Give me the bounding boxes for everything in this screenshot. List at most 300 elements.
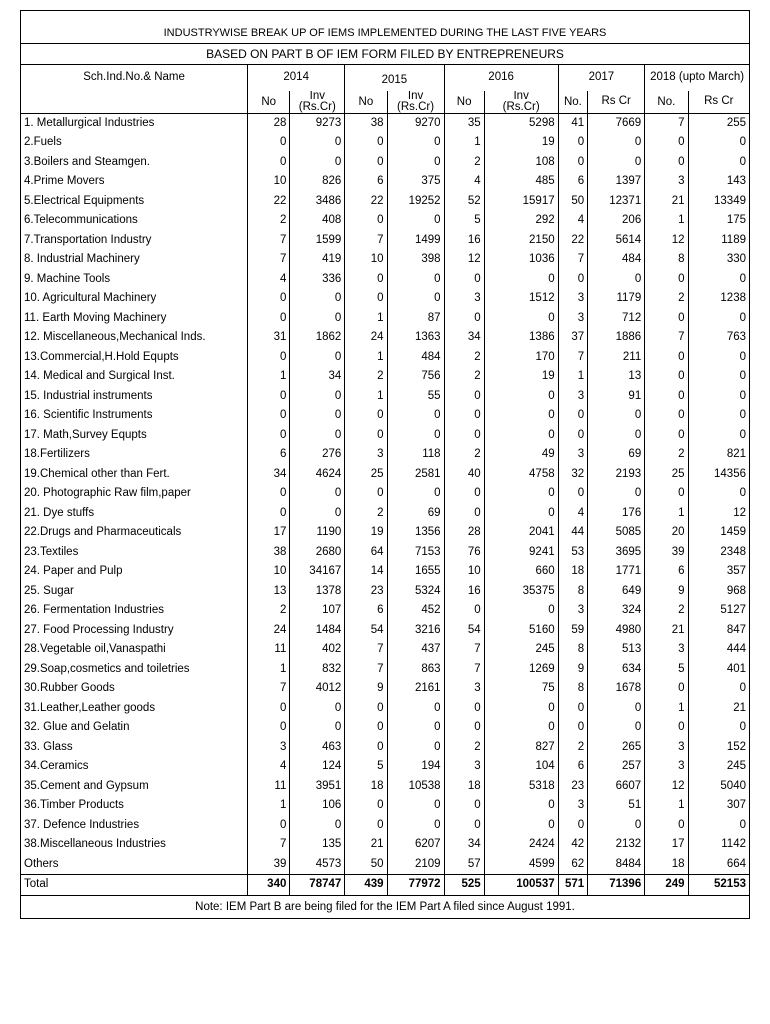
cell-count: 2 [248,601,290,621]
cell-investment: 402 [290,640,345,660]
cell-investment: 0 [290,406,345,426]
cell-count: 11 [248,640,290,660]
report-subtitle: BASED ON PART B OF IEM FORM FILED BY ENTREPRENEURS [21,44,750,65]
cell-investment: 444 [688,640,749,660]
cell-count: 340 [248,875,290,896]
cell-investment: 5040 [688,777,749,797]
note-row [21,895,750,918]
cell-investment: 14356 [688,465,749,485]
cell-count: 23 [345,582,387,602]
cell-investment: 35375 [484,582,558,602]
cell-investment: 821 [688,445,749,465]
cell-investment: 0 [688,153,749,173]
cell-investment: 3695 [588,543,645,563]
cell-investment: 6607 [588,777,645,797]
cell-count: 6 [248,445,290,465]
cell-count: 2 [444,738,484,758]
cell-count: 0 [248,133,290,153]
cell-count: 0 [345,406,387,426]
cell-investment: 1397 [588,172,645,192]
cell-investment: 0 [588,153,645,173]
cell-investment: 292 [484,211,558,231]
cell-investment: 9270 [387,113,444,133]
cell-investment: 1771 [588,562,645,582]
table-row [21,289,750,309]
cell-investment: 55 [387,387,444,407]
cell-investment: 2161 [387,679,444,699]
cell-investment: 206 [588,211,645,231]
cell-count: 0 [248,348,290,368]
cell-count: 9 [558,660,588,680]
cell-count: 54 [345,621,387,641]
cell-count: 0 [444,699,484,719]
cell-investment: 34167 [290,562,345,582]
cell-investment: 152 [688,738,749,758]
row-name: 32. Glue and Gelatin [21,718,248,738]
cell-investment: 257 [588,757,645,777]
cell-investment: 69 [588,445,645,465]
cell-count: 4 [444,172,484,192]
cell-count: 1 [248,796,290,816]
cell-investment: 12371 [588,192,645,212]
cell-count: 7 [558,348,588,368]
cell-investment: 1363 [387,328,444,348]
cell-count: 0 [444,426,484,446]
cell-count: 0 [248,289,290,309]
cell-count: 3 [558,289,588,309]
cell-count: 0 [248,309,290,329]
cell-count: 3 [645,738,688,758]
table-row [21,523,750,543]
table-row [21,543,750,563]
table-row [21,504,750,524]
cell-count: 42 [558,835,588,855]
cell-count: 8 [558,640,588,660]
cell-count: 0 [248,426,290,446]
cell-count: 53 [558,543,588,563]
cell-investment: 660 [484,562,558,582]
cell-count: 0 [444,270,484,290]
cell-count: 24 [248,621,290,641]
cell-count: 28 [248,113,290,133]
cell-investment: 4758 [484,465,558,485]
cell-investment: 0 [290,426,345,446]
inv-unit: (Rs.Cr) [298,100,336,113]
cell-investment: 12 [688,504,749,524]
cell-investment: 69 [387,504,444,524]
cell-investment: 3486 [290,192,345,212]
cell-investment: 0 [484,796,558,816]
table-row [21,796,750,816]
table-row [21,484,750,504]
table-row [21,465,750,485]
cell-investment: 5127 [688,601,749,621]
cell-count: 0 [645,426,688,446]
cell-investment: 0 [484,816,558,836]
header-year-2016: 2016 [444,65,558,91]
inv-unit: (Rs.Cr) [502,100,540,113]
cell-count: 525 [444,875,484,896]
row-name: Others [21,855,248,875]
cell-investment: 124 [290,757,345,777]
cell-investment: 4624 [290,465,345,485]
cell-investment: 51 [588,796,645,816]
cell-investment: 827 [484,738,558,758]
cell-investment: 826 [290,172,345,192]
cell-investment: 75 [484,679,558,699]
cell-count: 38 [248,543,290,563]
cell-investment: 375 [387,172,444,192]
cell-investment: 1190 [290,523,345,543]
cell-count: 54 [444,621,484,641]
cell-investment: 649 [588,582,645,602]
row-name: 31.Leather,Leather goods [21,699,248,719]
table-row [21,679,750,699]
cell-investment: 2150 [484,231,558,251]
row-name: 27. Food Processing Industry [21,621,248,641]
cell-count: 40 [444,465,484,485]
cell-investment: 307 [688,796,749,816]
cell-count: 0 [444,504,484,524]
cell-count: 16 [444,231,484,251]
cell-investment: 0 [688,309,749,329]
cell-investment: 0 [688,348,749,368]
row-name: 2.Fuels [21,133,248,153]
cell-investment: 4012 [290,679,345,699]
cell-count: 5 [645,660,688,680]
cell-investment: 1459 [688,523,749,543]
cell-count: 0 [248,153,290,173]
header-year-2014: 2014 [248,65,345,91]
cell-count: 0 [345,484,387,504]
cell-investment: 336 [290,270,345,290]
cell-investment: 0 [688,133,749,153]
cell-count: 7 [645,328,688,348]
cell-count: 19 [345,523,387,543]
cell-investment: 194 [387,757,444,777]
cell-count: 249 [645,875,688,896]
cell-investment: 0 [387,211,444,231]
cell-count: 0 [444,796,484,816]
cell-count: 2 [345,367,387,387]
cell-investment: 1512 [484,289,558,309]
row-name: 25. Sugar [21,582,248,602]
cell-investment: 1484 [290,621,345,641]
table-row [21,660,750,680]
table-row [21,367,750,387]
row-name: 18.Fertilizers [21,445,248,465]
cell-investment: 437 [387,640,444,660]
cell-investment: 1356 [387,523,444,543]
cell-count: 0 [444,718,484,738]
row-name: 11. Earth Moving Machinery [21,309,248,329]
cell-investment: 330 [688,250,749,270]
cell-count: 6 [345,601,387,621]
cell-count: 3 [558,796,588,816]
cell-count: 18 [645,855,688,875]
cell-count: 62 [558,855,588,875]
report-frame [20,10,750,919]
cell-investment: 4599 [484,855,558,875]
cell-investment: 0 [387,699,444,719]
cell-count: 28 [444,523,484,543]
cell-investment: 0 [387,153,444,173]
cell-investment: 0 [290,816,345,836]
cell-count: 1 [645,699,688,719]
cell-investment: 3951 [290,777,345,797]
cell-count: 0 [248,816,290,836]
cell-count: 22 [558,231,588,251]
table-row [21,328,750,348]
cell-investment: 265 [588,738,645,758]
cell-count: 39 [248,855,290,875]
cell-investment: 463 [290,738,345,758]
cell-count: 16 [444,582,484,602]
cell-count: 3 [345,445,387,465]
cell-investment: 4573 [290,855,345,875]
cell-count: 0 [248,718,290,738]
cell-count: 3 [558,445,588,465]
cell-investment: 13 [588,367,645,387]
cell-investment: 0 [484,426,558,446]
cell-investment: 100537 [484,875,558,896]
cell-count: 0 [345,153,387,173]
cell-investment: 0 [484,699,558,719]
cell-investment: 1036 [484,250,558,270]
cell-count: 7 [248,835,290,855]
cell-investment: 0 [688,426,749,446]
cell-count: 1 [645,211,688,231]
cell-count: 1 [558,367,588,387]
row-name: 28.Vegetable oil,Vanaspathi [21,640,248,660]
cell-count: 10 [444,562,484,582]
cell-investment: 2581 [387,465,444,485]
cell-count: 3 [645,640,688,660]
header-year-2018: 2018 (upto March) [645,65,750,91]
cell-count: 0 [645,309,688,329]
cell-investment: 0 [484,601,558,621]
cell-count: 50 [558,192,588,212]
cell-investment: 7669 [588,113,645,133]
cell-count: 18 [558,562,588,582]
cell-investment: 0 [688,387,749,407]
cell-count: 2 [645,445,688,465]
cell-count: 34 [444,328,484,348]
cell-investment: 324 [588,601,645,621]
header-inv [290,91,345,114]
total-row [21,875,750,896]
row-name: 6.Telecommunications [21,211,248,231]
cell-investment: 0 [688,406,749,426]
row-name: Total [21,875,248,896]
cell-investment: 5614 [588,231,645,251]
cell-count: 0 [444,484,484,504]
header-no: No [345,91,387,114]
table-row [21,445,750,465]
cell-count: 18 [345,777,387,797]
cell-count: 21 [345,835,387,855]
cell-investment: 0 [484,387,558,407]
cell-count: 6 [558,172,588,192]
cell-count: 4 [248,757,290,777]
cell-count: 6 [645,562,688,582]
table-row [21,270,750,290]
row-name: 1. Metallurgical Industries [21,113,248,133]
cell-count: 3 [558,387,588,407]
cell-investment: 49 [484,445,558,465]
cell-count: 8 [558,582,588,602]
cell-investment: 5085 [588,523,645,543]
cell-count: 0 [558,153,588,173]
cell-investment: 968 [688,582,749,602]
cell-investment: 108 [484,153,558,173]
cell-count: 3 [444,289,484,309]
cell-count: 0 [645,816,688,836]
cell-count: 7 [345,640,387,660]
cell-count: 0 [345,270,387,290]
cell-count: 1 [345,387,387,407]
row-name: 13.Commercial,H.Hold Equpts [21,348,248,368]
row-name: 20. Photographic Raw film,paper [21,484,248,504]
header-year-2015: 2015 [345,65,444,91]
cell-investment: 484 [588,250,645,270]
cell-investment: 118 [387,445,444,465]
cell-investment: 170 [484,348,558,368]
cell-investment: 5318 [484,777,558,797]
cell-investment: 398 [387,250,444,270]
table-row [21,250,750,270]
inv-label: Inv [407,90,424,102]
cell-count: 44 [558,523,588,543]
cell-investment: 712 [588,309,645,329]
row-name: 4.Prime Movers [21,172,248,192]
cell-count: 10 [248,562,290,582]
cell-investment: 0 [290,289,345,309]
cell-count: 22 [345,192,387,212]
cell-investment: 0 [688,484,749,504]
cell-investment: 0 [484,309,558,329]
row-name: 37. Defence Industries [21,816,248,836]
cell-investment: 0 [290,153,345,173]
cell-count: 7 [345,231,387,251]
cell-count: 0 [558,133,588,153]
cell-count: 1 [645,504,688,524]
cell-investment: 0 [290,484,345,504]
cell-investment: 0 [387,133,444,153]
cell-investment: 5298 [484,113,558,133]
cell-count: 12 [645,777,688,797]
table-row [21,192,750,212]
header-name-sub [21,91,248,114]
cell-investment: 0 [290,133,345,153]
cell-count: 17 [645,835,688,855]
header-rs-cr: Rs Cr [588,91,645,114]
cell-count: 21 [645,621,688,641]
row-name: 9. Machine Tools [21,270,248,290]
cell-count: 4 [248,270,290,290]
cell-investment: 71396 [588,875,645,896]
table-row [21,621,750,641]
cell-count: 7 [345,660,387,680]
cell-count: 52 [444,192,484,212]
cell-count: 6 [558,757,588,777]
cell-count: 3 [248,738,290,758]
cell-count: 439 [345,875,387,896]
cell-investment: 19 [484,133,558,153]
cell-investment: 357 [688,562,749,582]
cell-count: 9 [645,582,688,602]
cell-investment: 34 [290,367,345,387]
cell-investment: 7153 [387,543,444,563]
row-name: 3.Boilers and Steamgen. [21,153,248,173]
cell-count: 8 [645,250,688,270]
cell-count: 3 [645,172,688,192]
cell-count: 64 [345,543,387,563]
cell-count: 7 [248,679,290,699]
cell-investment: 276 [290,445,345,465]
cell-count: 31 [248,328,290,348]
row-name: 33. Glass [21,738,248,758]
cell-investment: 176 [588,504,645,524]
cell-count: 21 [645,192,688,212]
cell-count: 9 [345,679,387,699]
cell-investment: 1269 [484,660,558,680]
cell-investment: 634 [588,660,645,680]
cell-investment: 0 [588,699,645,719]
cell-count: 0 [345,289,387,309]
cell-count: 0 [558,406,588,426]
row-name: 7.Transportation Industry [21,231,248,251]
cell-investment: 0 [688,270,749,290]
cell-investment: 1655 [387,562,444,582]
cell-count: 3 [558,309,588,329]
cell-count: 0 [645,133,688,153]
cell-count: 0 [345,796,387,816]
row-name: 14. Medical and Surgical Inst. [21,367,248,387]
cell-count: 0 [645,484,688,504]
row-name: 16. Scientific Instruments [21,406,248,426]
row-name: 30.Rubber Goods [21,679,248,699]
cell-count: 5 [444,211,484,231]
table-row [21,699,750,719]
cell-count: 3 [645,757,688,777]
cell-count: 2 [444,367,484,387]
cell-investment: 0 [688,816,749,836]
cell-investment: 0 [588,133,645,153]
table-row [21,211,750,231]
table-row [21,738,750,758]
cell-investment: 175 [688,211,749,231]
row-name: 24. Paper and Pulp [21,562,248,582]
cell-investment: 832 [290,660,345,680]
cell-investment: 756 [387,367,444,387]
cell-investment: 1886 [588,328,645,348]
cell-count: 23 [558,777,588,797]
cell-investment: 452 [387,601,444,621]
row-name: 17. Math,Survey Equpts [21,426,248,446]
cell-investment: 0 [387,718,444,738]
table-row [21,582,750,602]
cell-count: 0 [558,426,588,446]
cell-investment: 1378 [290,582,345,602]
cell-investment: 2193 [588,465,645,485]
cell-count: 0 [345,699,387,719]
row-name: 23.Textiles [21,543,248,563]
cell-count: 34 [444,835,484,855]
row-name: 5.Electrical Equipments [21,192,248,212]
inv-unit: (Rs.Cr) [397,100,435,113]
cell-investment: 0 [588,718,645,738]
